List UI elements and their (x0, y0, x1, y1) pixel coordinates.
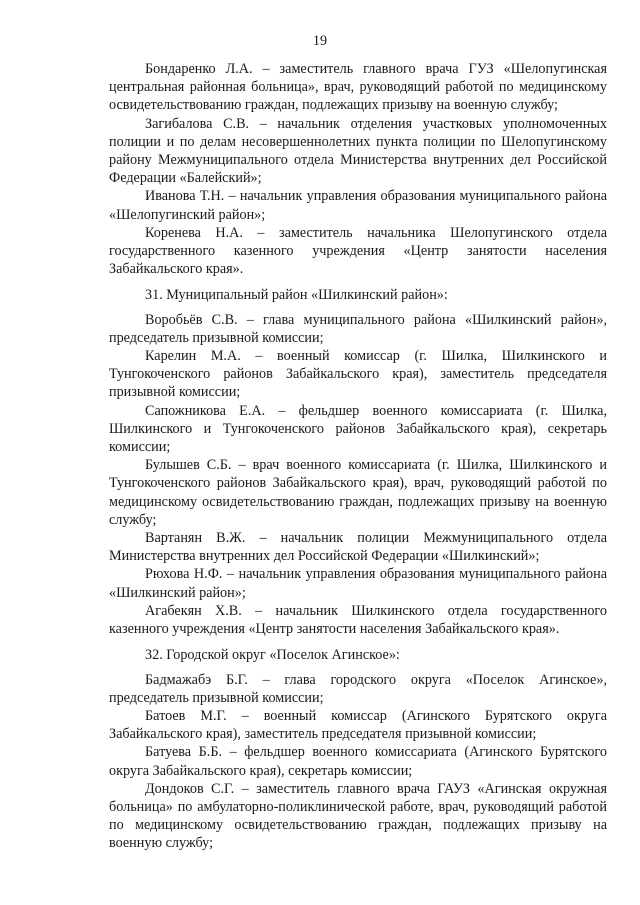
member-paragraph: Загибалова С.В. – начальник отделения участковых уполномоченных полиции и по делам несовершеннолетних пункта полиции по Шелопугинскому району Межмуниципального отдела Министерства внутренних дел Российской Федерации «Балейский»; (109, 115, 607, 187)
member-paragraph: Батуева Б.Б. – фельдшер военного комиссариата (Агинского Бурятского округа Забайкальского края), секретарь комиссии; (109, 744, 607, 779)
section-heading: 32. Городской округ «Поселок Агинское»: (145, 647, 400, 664)
member-paragraph: Бондаренко Л.А. – заместитель главного врача ГУЗ «Шелопугинская центральная районная больница», врач, руководящий работой по медицинскому освидетельствованию граждан, подлежащих призыву на военную службу; (109, 61, 607, 114)
member-paragraph: Коренева Н.А. – заместитель начальника Шелопугинского отдела государственного казенного учреждения «Центр занятости населения Забайкальского края». (109, 224, 607, 278)
member-paragraph: Булышев С.Б. – врач военного комиссариата (г. Шилка, Шилкинского и Тунгокоченского районов Забайкальского края), врач, руководящий работой по медицинскому освидетельствованию граждан, подлежащих призыву на военную службу; (109, 457, 607, 528)
page-number: 19 (312, 33, 328, 49)
document-body (109, 60, 607, 853)
member-paragraph: Воробьёв С.В. – глава муниципального района «Шилкинский район», председатель призывной комиссии; (109, 311, 607, 346)
section-heading: 31. Муниципальный район «Шилкинский район»: (145, 287, 448, 304)
member-paragraph: Бадмажабэ Б.Г. – глава городского округа «Поселок Агинское», председатель призывной комиссии; (109, 671, 607, 706)
member-paragraph: Дондоков С.Г. – заместитель главного врача ГАУЗ «Агинская окружная больница» по амбулаторно-поликлинической работе, врач, руководящий работой по медицинскому освидетельствованию граждан, подлежащих призыву на военную службу; (109, 780, 607, 852)
member-paragraph: Иванова Т.Н. – начальник управления образования муниципального района «Шелопугинский район»; (109, 188, 607, 223)
member-paragraph: Рюхова Н.Ф. – начальник управления образования муниципального района «Шилкинский район»; (109, 566, 607, 601)
member-paragraph: Вартанян В.Ж. – начальник полиции Межмуниципального отдела Министерства внутренних дел Российской Федерации «Шилкинский»; (109, 530, 607, 565)
member-paragraph: Батоев М.Г. – военный комиссар (Агинского Бурятского округа Забайкальского края), заместитель председателя призывной комиссии; (109, 707, 607, 743)
member-paragraph: Карелин М.А. – военный комиссар (г. Шилка, Шилкинского и Тунгокоченского районов Забайкальского края), заместитель председателя призывной комиссии; (109, 348, 607, 401)
member-paragraph: Агабекян Х.В. – начальник Шилкинского отдела государственного казенного учреждения «Центр занятости населения Забайкальского края». (109, 602, 607, 638)
member-paragraph: Сапожникова Е.А. – фельдшер военного комиссариата (г. Шилка, Шилкинского и Тунгокоченского районов Забайкальского края), секретарь комиссии; (109, 402, 607, 456)
